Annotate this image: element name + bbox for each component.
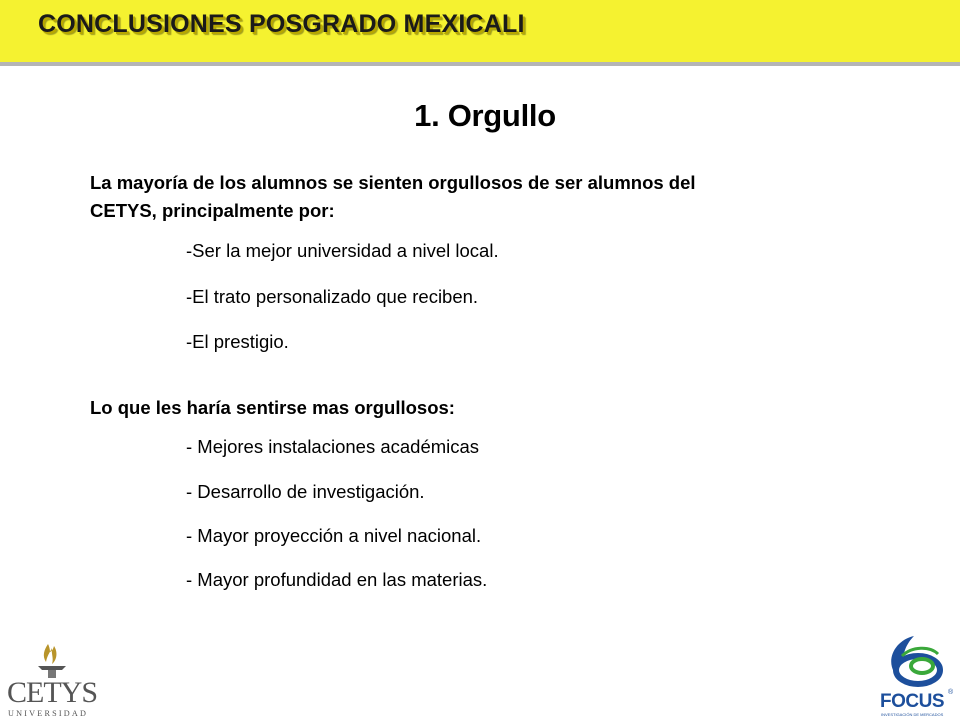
flame-icon [38,644,66,678]
cetys-logo-name: CETYS [7,676,98,709]
focus-logo-subtitle: INVESTIGACIÓN DE MERCADOS [881,712,944,717]
improvement-item: - Mayor proyección a nivel nacional. [186,525,482,546]
improvement-item: - Mayor profundidad en las materias. [186,569,488,590]
reason-item: -Ser la mejor universidad a nivel local. [186,240,499,261]
reason-item: -El prestigio. [186,331,289,352]
focus-registered-mark: ® [948,689,954,696]
focus-logo [872,628,960,720]
reason-item: -El trato personalizado que reciben. [186,286,479,307]
intro-paragraph [90,169,696,225]
focus-swirl-icon [891,636,940,684]
focus-logo-name: FOCUS [880,691,944,712]
intro-line-1: La mayoría de los alumnos se sienten orgullosos de ser alumnos del [90,172,696,193]
header-rule [0,62,960,66]
improvement-item: - Mejores instalaciones académicas [186,436,480,457]
cetys-logo-subtitle: UNIVERSIDAD [8,709,89,718]
improvements-heading: Lo que les haría sentirse mas orgullosos: [90,397,455,418]
slide-header-title: CONCLUSIONES POSGRADO MEXICALI [38,10,525,38]
cetys-logo [4,640,104,720]
improvement-item: - Desarrollo de investigación. [186,481,425,502]
section-title: 1. Orgullo [414,98,556,133]
intro-line-2: CETYS, principalmente por: [90,200,335,221]
